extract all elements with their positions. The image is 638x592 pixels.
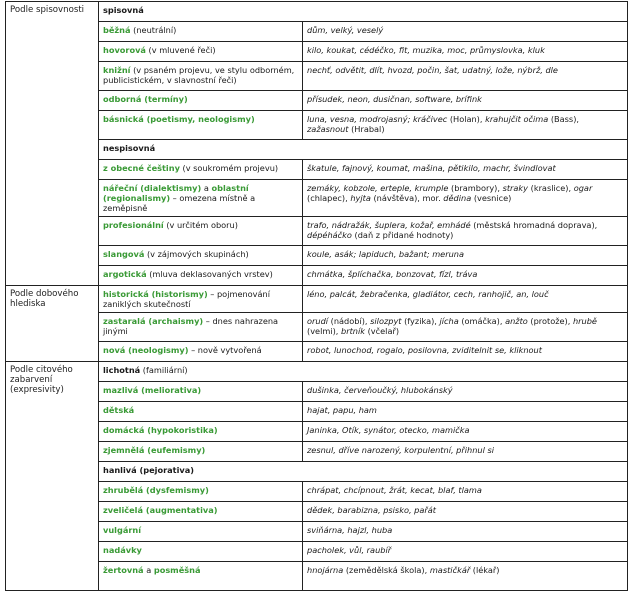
example-gloss: (nádobí), — [328, 316, 371, 326]
term-cell — [99, 42, 303, 62]
term-cell — [99, 313, 303, 342]
table-row — [6, 111, 628, 140]
term-label: posměšná — [153, 565, 201, 575]
table-row — [6, 246, 628, 266]
term-description: (v mluvené řeči) — [145, 45, 216, 55]
example-words: hrubě — [572, 316, 597, 326]
example-cell — [303, 266, 628, 286]
section-header-row — [6, 140, 628, 160]
term-cell — [99, 111, 303, 140]
example-words: orudí — [307, 316, 329, 326]
term-description: (mluva deklasovaných vrstev) — [146, 269, 273, 279]
term-description: (v psaném projevu, ve stylu odborném, publicistickém, v slavnostní řeči) — [103, 65, 295, 85]
example-words: straky — [502, 183, 529, 193]
example-words: jícha — [439, 316, 459, 326]
example-cell — [303, 160, 628, 180]
table-row — [6, 286, 628, 313]
section-title: lichotná — [103, 365, 141, 375]
table-row — [6, 562, 628, 591]
term-connector: a — [201, 183, 212, 193]
section-title: spisovná — [103, 5, 144, 15]
term-cell — [99, 160, 303, 180]
term-description: (v určitém oboru) — [163, 220, 238, 230]
table-row — [6, 382, 628, 402]
category-cell — [6, 2, 99, 286]
category-cell — [6, 286, 99, 362]
example-words: hnojárna — [307, 565, 344, 575]
example-words: chmátka, šplíchačka, bonzovat, fízl, tráva — [307, 269, 478, 279]
example-cell — [303, 313, 628, 342]
table-row — [6, 502, 628, 522]
example-words: dědek, barabizna, psisko, pařát — [307, 505, 436, 515]
example-gloss: (Holan), — [447, 114, 486, 124]
example-gloss: (velmi), — [307, 326, 342, 336]
term-label: oblastní (regionalismy) — [103, 183, 249, 203]
category-label: Podle spisovnosti — [10, 5, 85, 15]
example-gloss: (brambory), — [448, 183, 503, 193]
example-cell — [303, 217, 628, 246]
term-label: knižní — [103, 65, 131, 75]
table-row — [6, 42, 628, 62]
term-label: hovorová — [103, 45, 146, 55]
example-words: luna, vesna, modrojasný; kráčivec — [307, 114, 448, 124]
table-row — [6, 217, 628, 246]
term-cell — [99, 246, 303, 266]
term-label: zveličelá (augmentativa) — [103, 505, 218, 515]
example-cell — [303, 342, 628, 362]
example-words: ogar — [573, 183, 593, 193]
term-cell — [99, 522, 303, 542]
example-words: kilo, koukat, cédéčko, fit, muzika, moc, průmyslovka, kluk — [307, 45, 545, 55]
term-label: zjemnělá (eufemismy) — [103, 445, 206, 455]
term-cell — [99, 482, 303, 502]
table-row — [6, 442, 628, 462]
section-title: nespisovná — [103, 143, 156, 153]
table-row — [6, 160, 628, 180]
example-cell — [303, 111, 628, 140]
term-label: profesionální — [103, 220, 164, 230]
term-cell — [99, 502, 303, 522]
term-description: – omezena místně a zeměpisně — [103, 193, 256, 213]
example-cell — [303, 522, 628, 542]
term-label: mazlivá (meliorativa) — [103, 385, 202, 395]
term-label: vulgární — [103, 525, 142, 535]
example-gloss: (daň z přidané hodnoty) — [351, 230, 454, 240]
example-words: hajat, papu, ham — [307, 405, 377, 415]
term-label: domácká (hypokoristika) — [103, 425, 218, 435]
table-row — [6, 422, 628, 442]
term-label: nová (neologismy) — [103, 345, 189, 355]
example-cell — [303, 442, 628, 462]
example-gloss: (kraslice), — [528, 183, 574, 193]
example-gloss: (chlapec), — [307, 193, 351, 203]
term-cell — [99, 217, 303, 246]
term-cell — [99, 22, 303, 42]
example-gloss: (fyzika), — [401, 316, 440, 326]
example-words: trafo, nádražák, šuplera, kožař, emhádé — [307, 220, 471, 230]
term-label: básnická (poetismy, neologismy) — [103, 114, 255, 124]
term-description: – nově vytvořená — [188, 345, 262, 355]
table-row — [6, 482, 628, 502]
term-cell — [99, 542, 303, 562]
section-title: hanlivá (pejorativa) — [103, 465, 194, 475]
section-header-row — [6, 2, 628, 22]
section-header — [99, 140, 628, 160]
section-header — [99, 2, 628, 22]
term-cell — [99, 91, 303, 111]
term-description: – pojmenování zaniklých skutečností — [103, 289, 271, 309]
table-row — [6, 342, 628, 362]
term-description: (v soukromém projevu) — [179, 163, 279, 173]
term-cell — [99, 442, 303, 462]
example-words: mastičkář — [429, 565, 471, 575]
term-label: odborná (termíny) — [103, 94, 188, 104]
example-cell — [303, 402, 628, 422]
example-cell — [303, 422, 628, 442]
term-cell — [99, 342, 303, 362]
example-cell — [303, 62, 628, 91]
example-gloss: (Hrabal) — [348, 124, 385, 134]
example-cell — [303, 246, 628, 266]
example-words: dům, velký, veselý — [307, 25, 384, 35]
example-words: hyjta — [350, 193, 371, 203]
section-header — [99, 462, 628, 482]
example-words: robot, lunochod, rogalo, posilovna, zviditelnit se, kliknout — [307, 345, 542, 355]
term-cell — [99, 402, 303, 422]
section-header-row — [6, 362, 628, 382]
example-cell — [303, 542, 628, 562]
example-words: zesnul, dříve narozený, korpulentní, přihnul si — [307, 445, 495, 455]
term-label: zastaralá (archaismy) — [103, 316, 204, 326]
example-cell — [303, 562, 628, 591]
term-label: historická (historismy) — [103, 289, 208, 299]
category-label: Podle dobového hlediska — [10, 289, 79, 309]
example-words: koule, asák; lapiduch, bažant; meruna — [307, 249, 464, 259]
example-words: dušinka, červeňoučký, hlubokánský — [307, 385, 453, 395]
table-row — [6, 91, 628, 111]
term-cell — [99, 382, 303, 402]
example-cell — [303, 91, 628, 111]
example-cell — [303, 502, 628, 522]
section-subtitle: (familiární) — [140, 365, 188, 375]
section-header — [99, 362, 628, 382]
term-connector: a — [143, 565, 154, 575]
example-gloss: (zemědělská škola), — [343, 565, 430, 575]
example-gloss: (městská hromadná doprava), — [470, 220, 598, 230]
example-words: dépéháčko — [307, 230, 352, 240]
table-row — [6, 180, 628, 217]
example-gloss: (omáčka), — [458, 316, 506, 326]
example-words: dědina — [443, 193, 472, 203]
term-label: argotická — [103, 269, 147, 279]
term-cell — [99, 266, 303, 286]
term-label: dětská — [103, 405, 135, 415]
term-label: nadávky — [103, 545, 142, 555]
table-row — [6, 62, 628, 91]
term-cell — [99, 180, 303, 217]
table-row — [6, 266, 628, 286]
term-description: (neutrální) — [130, 25, 177, 35]
term-label: žertovná — [103, 565, 144, 575]
example-words: léno, palcát, žebračenka, gladiátor, cech, ranhojič, an, louč — [307, 289, 549, 299]
example-gloss: (lékař) — [470, 565, 500, 575]
example-cell — [303, 286, 628, 313]
example-words: přísudek, neon, dusičnan, software, brífink — [307, 94, 482, 104]
example-words: nechť, odvětit, dlít, hvozd, počin, šat, udatný, lože, nýbrž, dle — [307, 65, 558, 75]
term-cell — [99, 422, 303, 442]
term-label: běžná — [103, 25, 131, 35]
example-gloss: (Bass), — [548, 114, 579, 124]
example-cell — [303, 42, 628, 62]
term-label: z obecné češtiny — [103, 163, 180, 173]
table-row — [6, 402, 628, 422]
example-words: pacholek, vůl, raubíř — [307, 545, 392, 555]
example-words: krahujčit očima — [485, 114, 549, 124]
example-words: brtník — [341, 326, 365, 336]
term-description: – dnes nahrazena jinými — [103, 316, 279, 336]
example-cell — [303, 180, 628, 217]
term-label: zhrubělá (dysfemismy) — [103, 485, 209, 495]
example-gloss: (návštěva), mor. — [370, 193, 444, 203]
term-label: nářeční (dialektismy) — [103, 183, 202, 193]
term-cell — [99, 286, 303, 313]
vocabulary-classification-table — [5, 1, 628, 591]
table-row — [6, 522, 628, 542]
example-words: zažasnout — [307, 124, 349, 134]
section-header-row — [6, 462, 628, 482]
example-words: škatule, fajnový, koumat, mašina, pětikilo, machr, švindlovat — [307, 163, 556, 173]
example-gloss: (protože), — [527, 316, 573, 326]
term-description: (v zájmových skupinách) — [144, 249, 249, 259]
term-cell — [99, 562, 303, 591]
term-label: slangová — [103, 249, 145, 259]
term-cell — [99, 62, 303, 91]
table-row — [6, 313, 628, 342]
example-words: sviňárna, hajzl, huba — [307, 525, 393, 535]
example-words: anžto — [505, 316, 528, 326]
example-words: chrápat, chcípnout, žrát, kecat, blaf, tlama — [307, 485, 482, 495]
example-gloss: (vesnice) — [471, 193, 512, 203]
table-row — [6, 542, 628, 562]
table-row — [6, 22, 628, 42]
category-label: Podle citového zabarvení (expresivity) — [10, 365, 73, 395]
example-cell — [303, 382, 628, 402]
example-words: zemáky, kobzole, erteple, krumple — [307, 183, 449, 193]
example-cell — [303, 22, 628, 42]
example-cell — [303, 482, 628, 502]
example-gloss: (včelař) — [365, 326, 400, 336]
category-cell — [6, 362, 99, 591]
example-words: Janinka, Otík, synátor, otecko, mamička — [307, 425, 470, 435]
example-words: silozpyt — [370, 316, 402, 326]
